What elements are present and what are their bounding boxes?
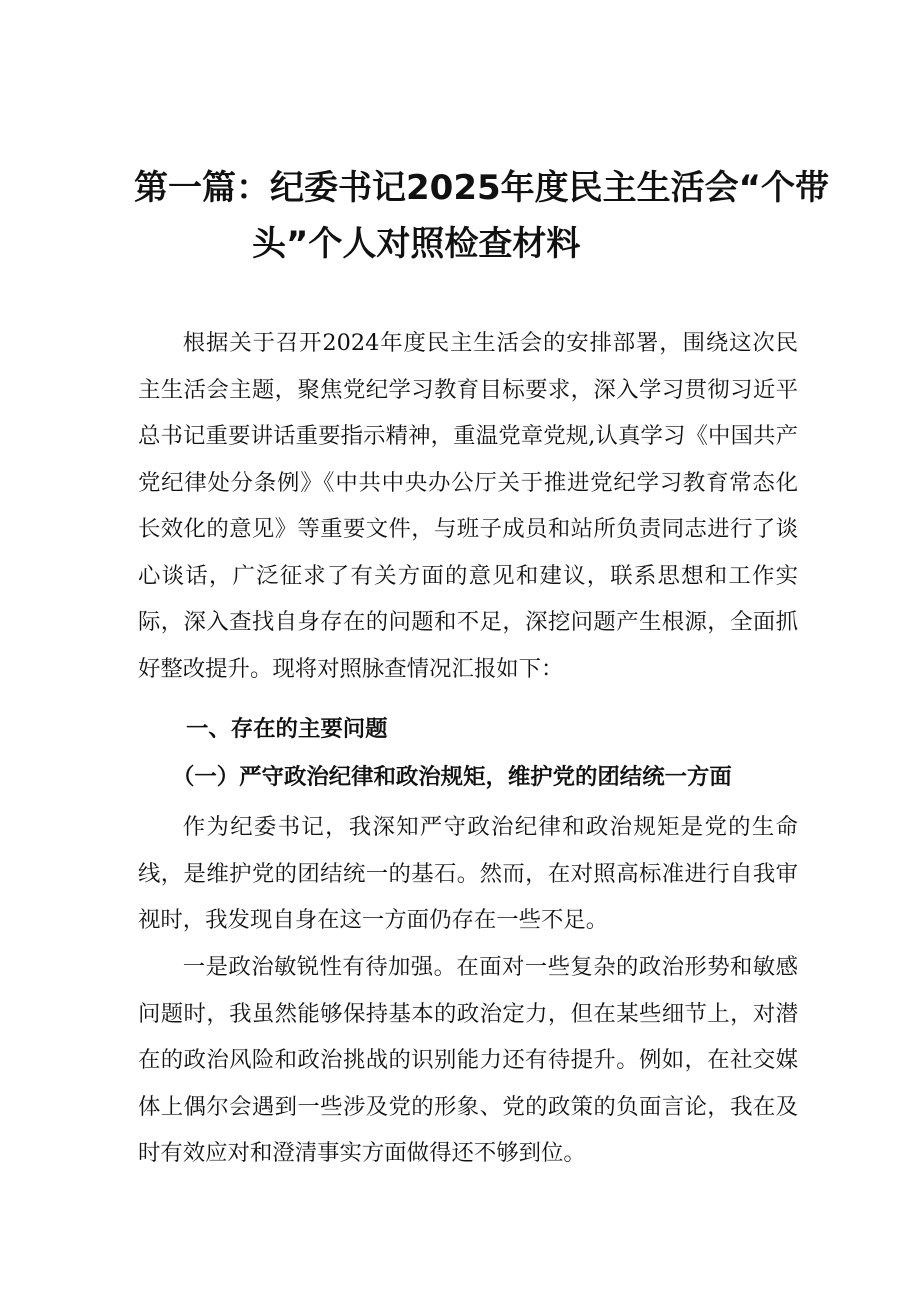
body-paragraph: 一是政治敏锐性有待加强。在面对一些复杂的政治形势和敏感问题时，我虽然能够保持基本的政治定力，但在某些细节上，对潜在的政治风险和政治挑战的识别能力还有待提升。例如，在社交媒体上偶尔会遇到一些涉及党的形象、党的政策的负面言论，我在及时有效应对和澄清事实方面做得还不够到位。 (138, 954, 798, 1166)
section-heading-main-problems: 一、存在的主要问题 (186, 716, 388, 742)
title-line-2: 头”个人对照检查材料 (252, 224, 581, 264)
title-line-1: 第一篇：纪委书记2025年度民主生活会“个带 (134, 168, 829, 208)
subsection-heading-political-discipline: （一）严守政治纪律和政治规矩，维护党的团结统一方面 (172, 764, 732, 790)
body-paragraph: 作为纪委书记，我深知严守政治纪律和政治规矩是党的生命线，是维护党的团结统一的基石。然而，在对照高标准进行自我审视时，我发现自身在这一方面仍存在一些不足。 (138, 814, 798, 933)
document-title (120, 160, 829, 272)
intro-paragraph: 根据关于召开2024年度民主生活会的安排部署，围绕这次民主生活会主题，聚焦党纪学习教育目标要求，深入学习贯彻习近平总书记重要讲话重要指示精神，重温党章党规,认真学习《中国共产党纪律处分条例》《中共中央办公厅关于推进党纪学习教育常态化长效化的意见》等重要文件，与班子成员和站所负责同志进行了谈心谈话，广泛征求了有关方面的意见和建议，联系思想和工作实际，深入查找自身存在的问题和不足，深挖问题产生根源，全面抓好整改提升。现将对照脉查情况汇报如下： (138, 330, 798, 682)
